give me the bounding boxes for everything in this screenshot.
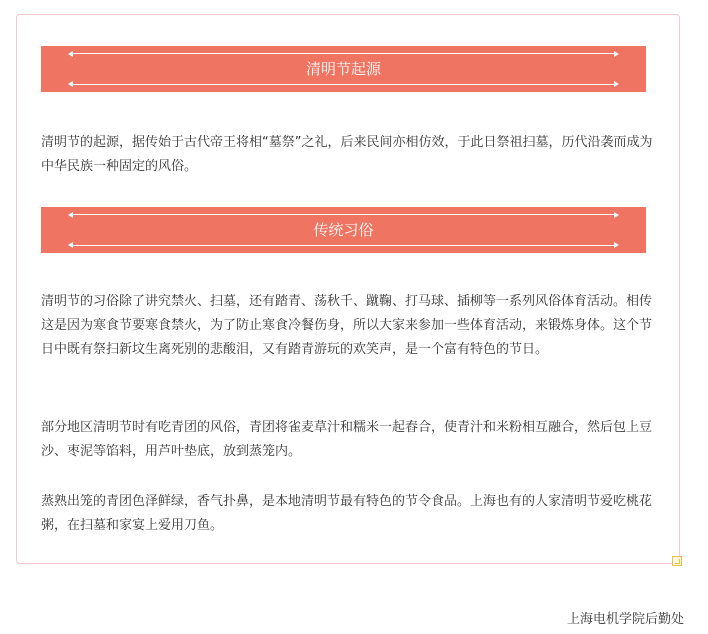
paragraph: 蒸熟出笼的青团色泽鲜绿，香气扑鼻，是本地清明节最有特色的节令食品。上海也有的人家清明节爱吃桃花粥，在扫墓和家宴上爱用刀鱼。 xyxy=(41,494,653,533)
footer-signature: 上海电机学院后勤处 xyxy=(566,612,684,627)
article-card xyxy=(16,14,680,564)
section-banner-customs xyxy=(41,207,646,253)
paragraph: 清明节的习俗除了讲究禁火、扫墓，还有踏青、荡秋千、蹴鞠、打马球、插柳等一系列风俗体育活动。相传这是因为寒食节要寒食禁火，为了防止寒食冷餐伤身，所以大家来参加一些体育活动，来锻炼身体。这个节日中既有祭扫新坟生离死别的悲酸泪，又有踏青游玩的欢笑声，是一个富有特色的节日。 xyxy=(41,294,653,357)
paragraph: 部分地区清明节时有吃青团的风俗，青团将雀麦草汁和糯米一起舂合，使青汁和米粉相互融合，然后包上豆沙、枣泥等馅料，用芦叶垫底，放到蒸笼内。 xyxy=(41,420,653,459)
section-title: 传统习俗 xyxy=(313,221,374,239)
paragraph: 清明节的起源，据传始于古代帝王将相“墓祭”之礼，后来民间亦相仿效，于此日祭祖扫墓，历代沿袭而成为中华民族一种固定的风俗。 xyxy=(41,135,653,174)
resize-handle-icon xyxy=(672,556,682,566)
section-banner-origin xyxy=(41,46,646,92)
section-title: 清明节起源 xyxy=(305,60,381,78)
